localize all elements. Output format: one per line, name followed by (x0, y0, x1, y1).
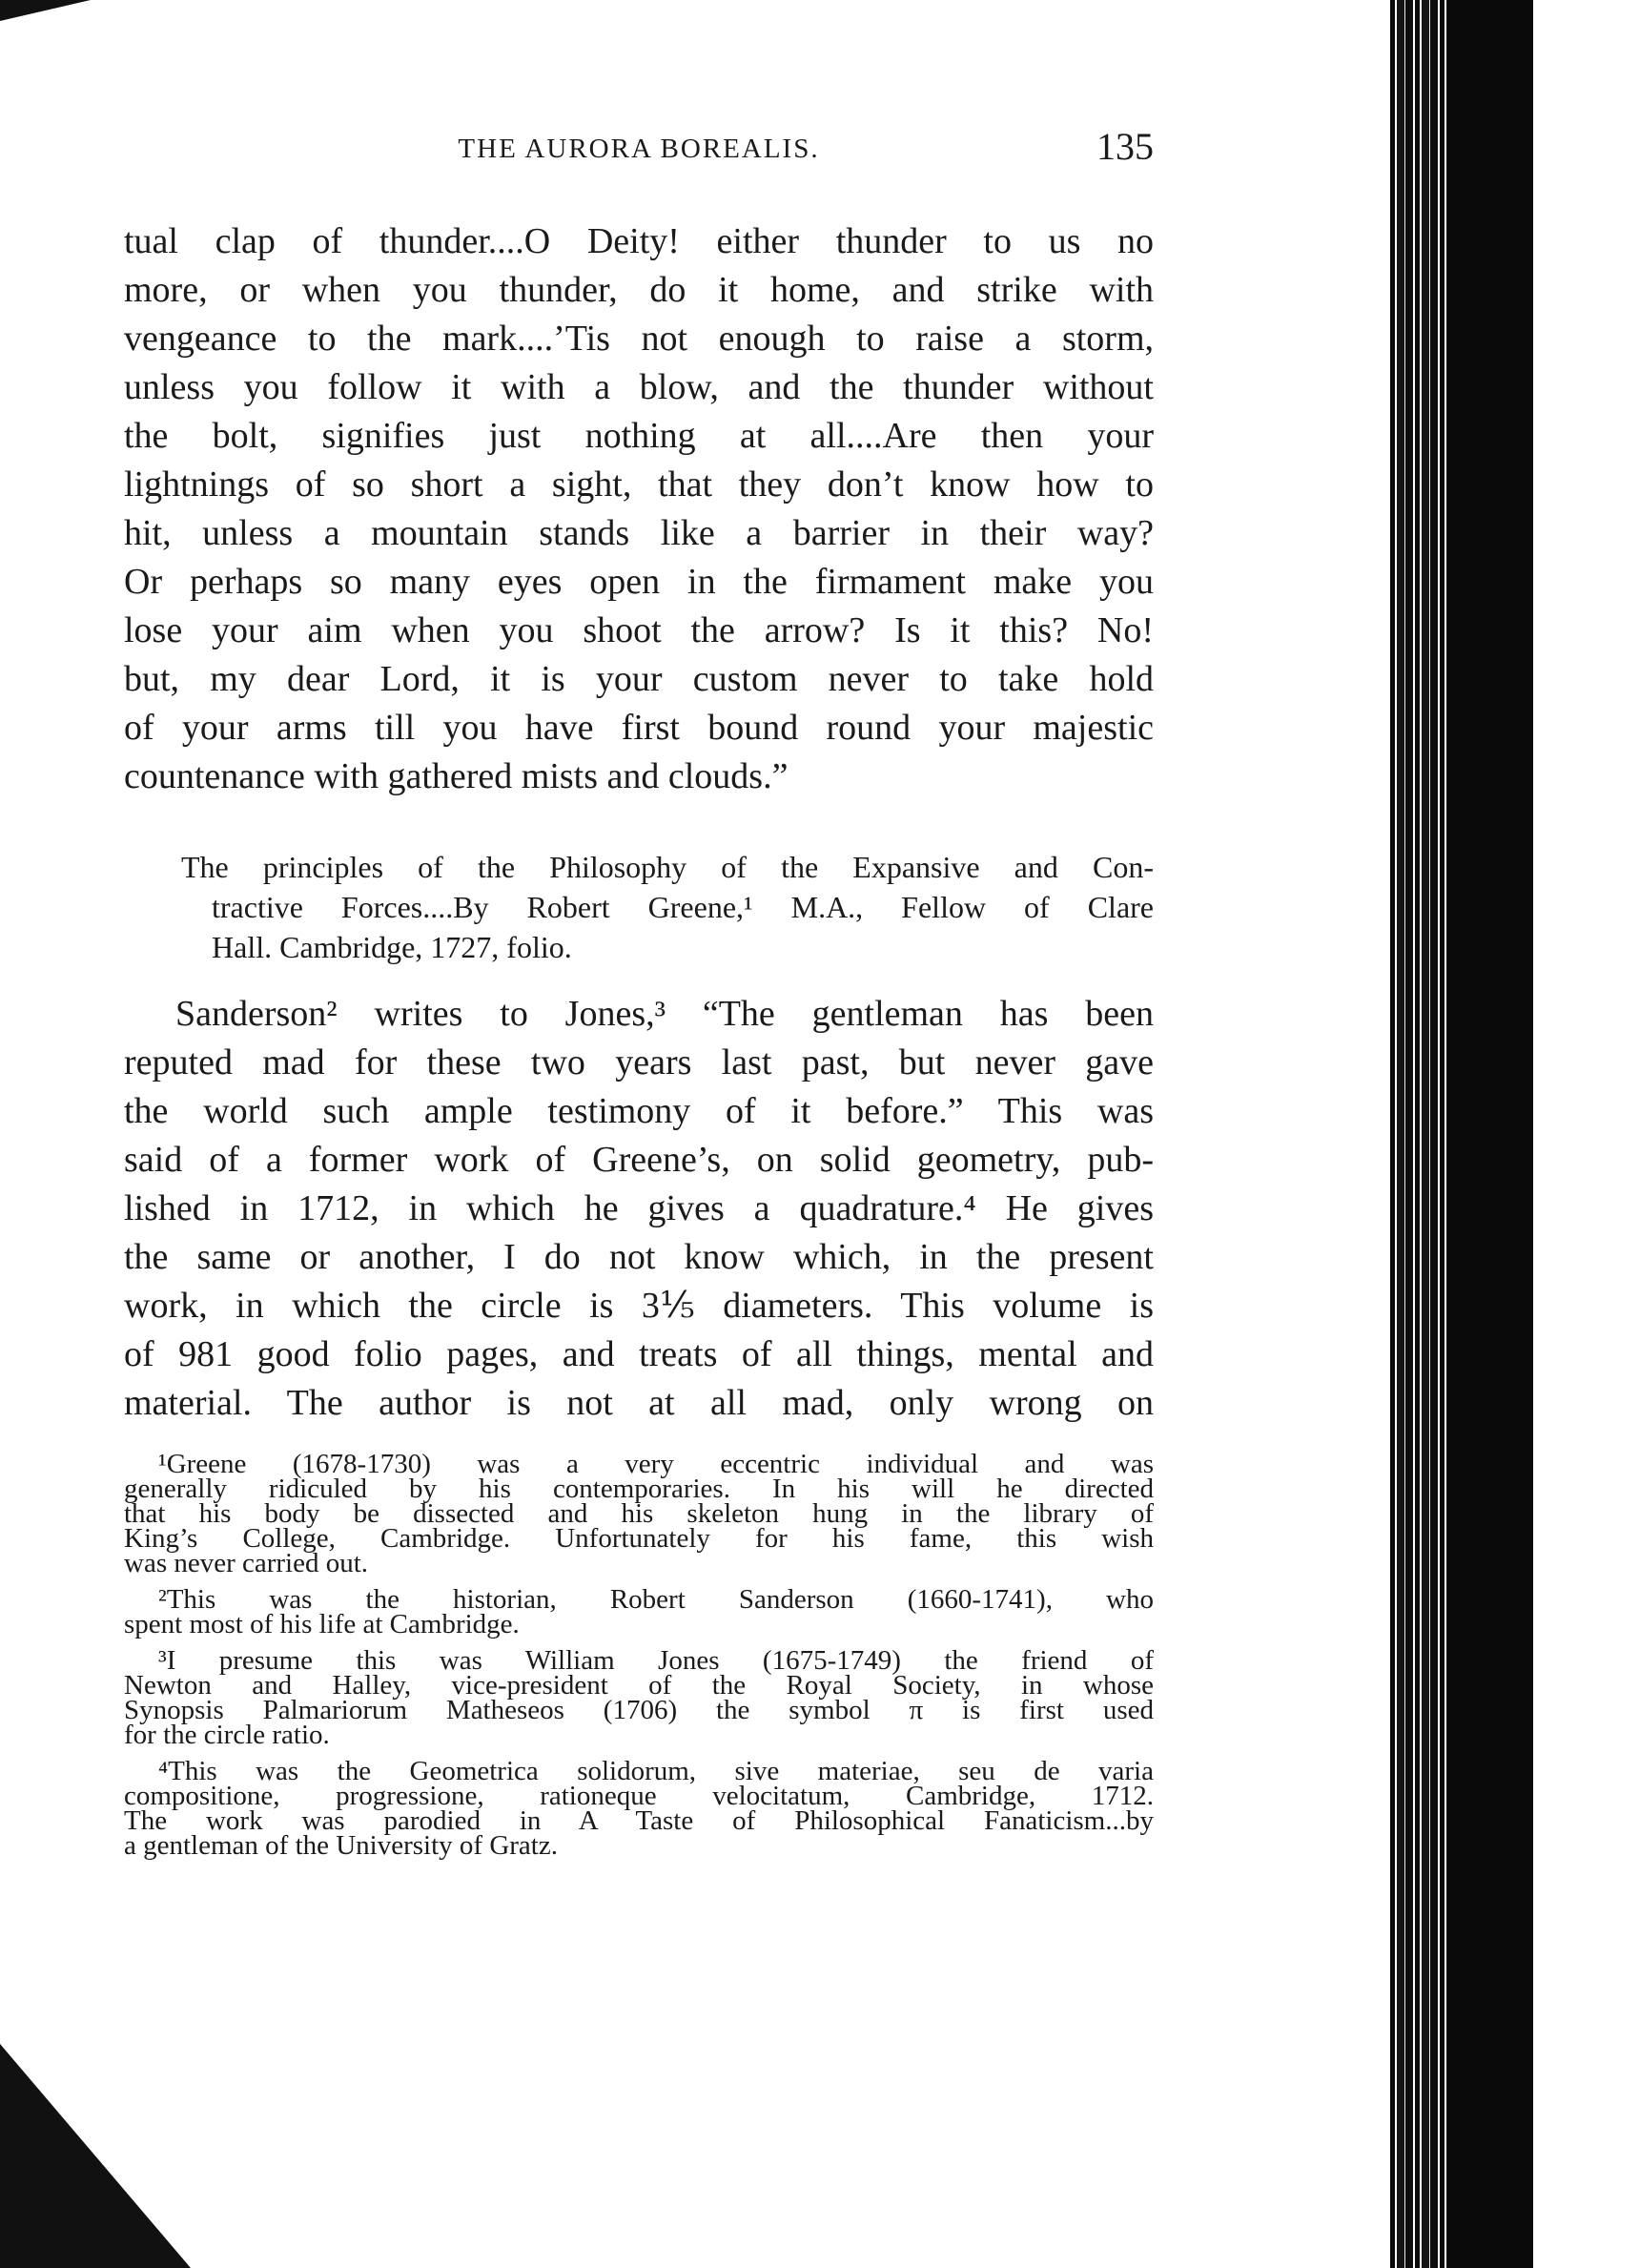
footnote-line: ⁴This was the Geometrica solidorum, sive materiae, seu de varia (158, 1756, 1154, 1786)
quotation-paragraph (124, 217, 1154, 801)
text-line: lightnings of so short a sight, that they don’t know how to (124, 464, 1154, 505)
text-line: work, in which the circle is 3⅕ diameters. This volume is (124, 1286, 1154, 1326)
text-line: but, my dear Lord, it is your custom never to take hold (124, 659, 1154, 699)
footnote-line: that his body be dissected and his skeleton hung in the library of (124, 1498, 1154, 1529)
footnotes (124, 1449, 1154, 1869)
text-line: unless you follow it with a blow, and the thunder without (124, 367, 1154, 407)
scan-corner-mark-bottom (0, 2044, 191, 2268)
footnote-line: Synopsis Palmariorum Matheseos (1706) the symbol π is first used (124, 1695, 1154, 1725)
text-line: of your arms till you have first bound round your majestic (124, 708, 1154, 748)
footnote-line: Newton and Halley, vice-president of the Royal Society, in whose (124, 1670, 1154, 1701)
text-line: said of a former work of Greene’s, on solid geometry, pub- (124, 1140, 1154, 1180)
footnote-4 (124, 1756, 1154, 1861)
text-line: lished in 1712, in which he gives a quadrature.⁴ He gives (124, 1188, 1154, 1228)
citation-line: Hall. Cambridge, 1727, folio. (212, 930, 572, 964)
footnote-2 (124, 1584, 1154, 1639)
text-line: of 981 good folio pages, and treats of all things, mental and (124, 1334, 1154, 1374)
running-head (124, 124, 1154, 172)
text-line: Sanderson² writes to Jones,³ “The gentleman has been (175, 994, 1154, 1034)
footnote-line: a gentleman of the University of Gratz. (124, 1830, 558, 1861)
text-line: reputed mad for these two years last past, but never gave (124, 1042, 1154, 1082)
body-paragraph (124, 990, 1154, 1428)
citation-line: tractive Forces....By Robert Greene,¹ M.A., Fellow of Clare (212, 890, 1154, 924)
scan-corner-mark-top (0, 0, 91, 21)
footnote-line: spent most of his life at Cambridge. (124, 1609, 520, 1639)
text-line: more, or when you thunder, do it home, and strike with (124, 270, 1154, 310)
text-line: lose your aim when you shoot the arrow? Is it this? No! (124, 610, 1154, 650)
footnote-3 (124, 1645, 1154, 1750)
footnote-line: ³I presume this was William Jones (1675-1749) the friend of (158, 1645, 1154, 1676)
footnote-line: King’s College, Cambridge. Unfortunately for his fame, this wish (124, 1523, 1154, 1554)
footnote-1 (124, 1449, 1154, 1578)
footnote-line: ²This was the historian, Robert Sanderson (1660-1741), who (158, 1584, 1154, 1615)
text-line: countenance with gathered mists and clouds.” (124, 756, 789, 796)
text-line: tual clap of thunder....O Deity! either thunder to us no (124, 221, 1154, 261)
text-line: material. The author is not at all mad, only wrong on (124, 1383, 1154, 1423)
text-line: the bolt, signifies just nothing at all....Are then your (124, 416, 1154, 456)
chapter-title: THE AURORA BOREALIS. (458, 134, 820, 164)
citation-line: The principles of the Philosophy of the Expansive and Con- (181, 850, 1154, 884)
footnote-line: generally ridiculed by his contemporaries. In his will he directed (124, 1474, 1154, 1504)
footnote-line: compositione, progressione, rationeque velocitatum, Cambridge, 1712. (124, 1781, 1154, 1811)
footnote-line: ¹Greene (1678-1730) was a very eccentric individual and was (158, 1449, 1154, 1479)
footnote-line: The work was parodied in A Taste of Philosophical Fanaticism...by (124, 1805, 1154, 1836)
footnote-line: for the circle ratio. (124, 1720, 330, 1750)
text-line: Or perhaps so many eyes open in the firmament make you (124, 562, 1154, 602)
page-number: 135 (1096, 125, 1154, 168)
text-line: the world such ample testimony of it before.” This was (124, 1091, 1154, 1131)
text-line: the same or another, I do not know which, in the present (124, 1237, 1154, 1277)
footnote-line: was never carried out. (124, 1548, 369, 1578)
text-line: hit, unless a mountain stands like a barrier in their way? (124, 513, 1154, 553)
book-binding-edge (1390, 0, 1533, 2268)
book-citation (181, 847, 1154, 967)
text-line: vengeance to the mark....’Tis not enough to raise a storm, (124, 319, 1154, 359)
